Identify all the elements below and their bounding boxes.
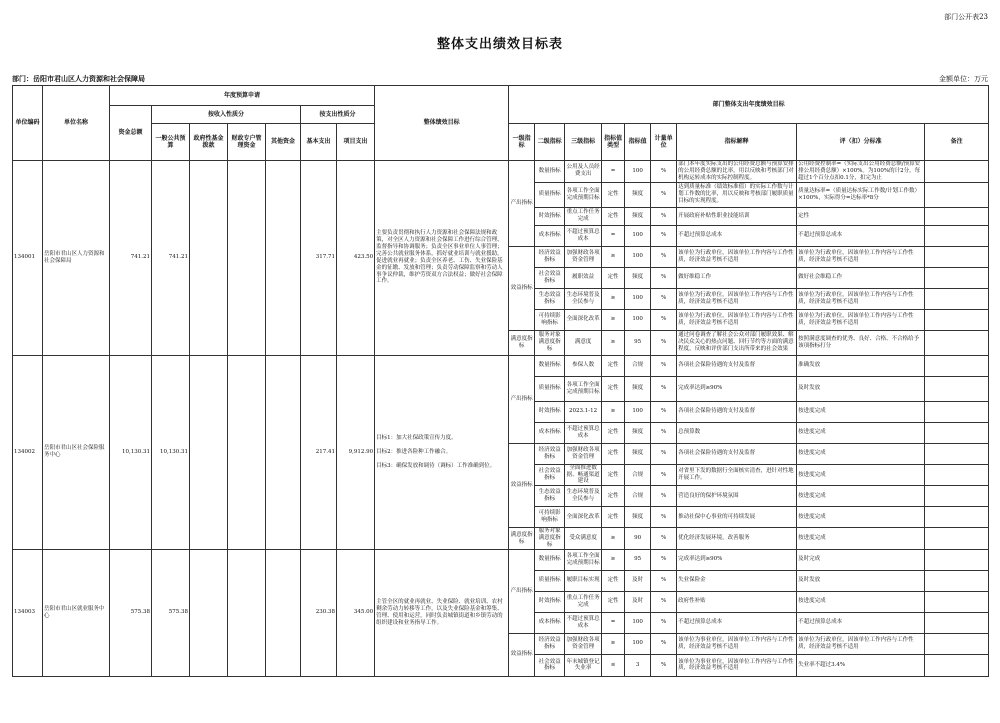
corner-label: 部门公开表23 bbox=[944, 13, 988, 21]
remark-cell bbox=[925, 507, 989, 528]
l2-indicator-cell: 经济效益指标 bbox=[535, 443, 565, 464]
value-cell: 95 bbox=[625, 330, 651, 355]
basic-expense-cell: 230.38 bbox=[301, 549, 337, 676]
remark-cell bbox=[925, 464, 989, 486]
th-explain: 指标解释 bbox=[677, 124, 797, 161]
unit-name-cell: 岳阳市君山区人力资源和社会保障局 bbox=[43, 161, 110, 356]
l2-indicator-cell: 时效指标 bbox=[535, 591, 565, 612]
value-cell: 合规 bbox=[625, 464, 651, 486]
l3-indicator-cell: 重点工作任务完成 bbox=[565, 591, 602, 612]
table-row bbox=[13, 549, 989, 570]
other-fund-cell bbox=[266, 161, 301, 356]
remark-cell bbox=[925, 207, 989, 225]
basic-expense-cell: 217.41 bbox=[301, 355, 337, 549]
explain-cell: 营造良好的保护环境氛围 bbox=[677, 486, 797, 507]
score-cell: 定性 bbox=[797, 207, 925, 225]
value-type-cell: = bbox=[602, 612, 625, 633]
l3-indicator-cell: 2023.1-12 bbox=[565, 401, 602, 422]
l2-indicator-cell: 服务对象满意度指标 bbox=[535, 330, 565, 355]
l3-indicator-cell: 履职效益 bbox=[565, 267, 602, 288]
measure-unit-cell: % bbox=[651, 464, 677, 486]
remark-cell bbox=[925, 486, 989, 507]
remark-cell bbox=[925, 401, 989, 422]
measure-unit-cell: % bbox=[651, 633, 677, 654]
unit-code-cell: 134001 bbox=[13, 161, 43, 356]
value-type-cell: 定性 bbox=[602, 570, 625, 591]
l2-indicator-cell: 可持续影响指标 bbox=[535, 507, 565, 528]
l3-indicator-cell: 生态环境普及全民参与 bbox=[565, 288, 602, 309]
l1-indicator-cell: 效益指标 bbox=[509, 443, 535, 528]
l2-indicator-cell: 质量指标 bbox=[535, 376, 565, 401]
l2-indicator-cell: 数量指标 bbox=[535, 161, 565, 183]
l3-indicator-cell: 各项工作全面完成预期目标 bbox=[565, 376, 602, 401]
l3-indicator-cell: 加强财政各项资金管理 bbox=[565, 633, 602, 654]
l2-indicator-cell: 成本指标 bbox=[535, 612, 565, 633]
remark-cell bbox=[925, 549, 989, 570]
th-basic: 基本支出 bbox=[301, 124, 337, 161]
other-fund-cell bbox=[266, 549, 301, 676]
th-gov-fund: 政府性基金拨款 bbox=[190, 124, 228, 161]
department-label: 部门：岳阳市君山区人力资源和社会保障局 bbox=[12, 74, 145, 83]
value-cell: 合规 bbox=[625, 355, 651, 376]
gov-fund-cell bbox=[190, 161, 228, 356]
value-type-cell: ≥ bbox=[602, 549, 625, 570]
th-other: 其他资金 bbox=[266, 124, 301, 161]
measure-unit-cell: % bbox=[651, 549, 677, 570]
value-cell: 100 bbox=[625, 246, 651, 267]
explain-cell: 不超过预算总成本 bbox=[677, 612, 797, 633]
value-cell: 100 bbox=[625, 225, 651, 246]
unit-name-cell: 岳阳市君山区就业服务中心 bbox=[43, 549, 110, 676]
measure-unit-cell: % bbox=[651, 288, 677, 309]
measure-unit-cell: % bbox=[651, 570, 677, 591]
explain-cell: 各项社会保险待遇的支付及监督 bbox=[677, 443, 797, 464]
special-fund-cell bbox=[228, 355, 266, 549]
measure-unit-cell: % bbox=[651, 182, 677, 207]
l3-indicator-cell: 不超过预算总成本 bbox=[565, 422, 602, 443]
score-cell: 做好社会维稳工作 bbox=[797, 267, 925, 288]
page-title: 整体支出绩效目标表 bbox=[436, 37, 563, 52]
score-cell: 及时发放 bbox=[797, 376, 925, 401]
th-l3: 三级指标 bbox=[565, 124, 602, 161]
value-cell: 及时 bbox=[625, 591, 651, 612]
value-cell: 频度 bbox=[625, 443, 651, 464]
score-cell: 按进度完成 bbox=[797, 422, 925, 443]
l3-indicator-cell: 履职目标实现 bbox=[565, 570, 602, 591]
value-cell: 100 bbox=[625, 612, 651, 633]
value-cell: 频度 bbox=[625, 507, 651, 528]
explain-cell: 该单位为行政单位，因该单位工作内容与工作性质，经济效益考核不适用 bbox=[677, 246, 797, 267]
score-cell: 按进度完成 bbox=[797, 528, 925, 550]
score-cell: 该单位为行政单位，因该单位工作内容与工作性质，经济效益考核不适用 bbox=[797, 309, 925, 330]
l3-indicator-cell: 全面推进数据、畅通渠道建设 bbox=[566, 464, 600, 485]
explain-cell: 推动社保中心事业的可持续发展 bbox=[677, 507, 797, 528]
l2-indicator-cell: 时效指标 bbox=[535, 401, 565, 422]
value-type-cell: = bbox=[602, 225, 625, 246]
explain-cell: 该单位为行政单位，因该单位工作内容与工作性质，经济效益考核不适用 bbox=[677, 309, 797, 330]
value-type-cell: 定性 bbox=[602, 355, 625, 376]
remark-cell bbox=[925, 309, 989, 330]
value-cell: 合规 bbox=[625, 486, 651, 507]
value-type-cell: 定性 bbox=[602, 422, 625, 443]
remark-cell bbox=[925, 633, 989, 654]
score-cell: 质量达标率=（质量达标实际工作数/计划工作数）×100%，实际得分=达标率*8分 bbox=[797, 182, 925, 207]
l3-indicator-cell: 公用及人员经费支出 bbox=[565, 161, 602, 183]
explain-cell: 优化经济发展环境，改善服务 bbox=[677, 528, 797, 550]
general-budget-cell: 575.38 bbox=[152, 549, 190, 676]
l1-indicator-cell: 产出指标 bbox=[509, 161, 535, 247]
value-cell: 频度 bbox=[625, 376, 651, 401]
score-cell: 按进度完成 bbox=[797, 507, 925, 528]
value-type-cell: 定性 bbox=[602, 443, 625, 464]
l2-indicator-cell: 社会效益指标 bbox=[535, 654, 565, 676]
measure-unit-cell: % bbox=[651, 486, 677, 507]
score-cell: 按照满意度调查的优秀、良好、合格、不合格给予该项指标打分 bbox=[797, 330, 925, 355]
l1-indicator-cell: 效益指标 bbox=[509, 246, 535, 330]
explain-cell: 完成率达到≥90% bbox=[677, 549, 797, 570]
remark-cell bbox=[925, 528, 989, 550]
value-type-cell: 定性 bbox=[602, 207, 625, 225]
project-expense-cell: 9,912.90 bbox=[337, 355, 375, 549]
l2-indicator-cell: 时效指标 bbox=[535, 207, 565, 225]
th-by-expense: 按支出性质分 bbox=[301, 106, 375, 124]
th-overall-goal: 整体绩效目标 bbox=[375, 86, 509, 161]
value-cell: 100 bbox=[625, 633, 651, 654]
total-cell: 575.38 bbox=[110, 549, 152, 676]
project-expense-cell: 345.00 bbox=[337, 549, 375, 676]
basic-expense-cell: 317.71 bbox=[301, 161, 337, 356]
explain-cell: 失业保险金 bbox=[677, 570, 797, 591]
l3-indicator-cell: 生态环境普及全民参与 bbox=[565, 486, 602, 507]
value-cell: 100 bbox=[625, 309, 651, 330]
remark-cell bbox=[925, 330, 989, 355]
th-measure: 计量单位 bbox=[651, 124, 677, 161]
l3-indicator-cell: 加强财政各项资金管理 bbox=[565, 246, 602, 267]
measure-unit-cell: % bbox=[651, 376, 677, 401]
explain-cell: 各项社会保险待遇的支付及监督 bbox=[677, 401, 797, 422]
value-cell: 100 bbox=[625, 401, 651, 422]
value-type-cell: 定性 bbox=[602, 591, 625, 612]
value-cell: 100 bbox=[625, 288, 651, 309]
l2-indicator-cell: 社会效益指标 bbox=[535, 464, 565, 486]
th-special: 财政专户管理资金 bbox=[228, 124, 266, 161]
l2-indicator-cell: 服务对象满意度指标 bbox=[535, 528, 565, 550]
total-cell: 741.21 bbox=[110, 161, 152, 356]
performance-table bbox=[12, 85, 989, 677]
remark-cell bbox=[925, 182, 989, 207]
l2-indicator-cell: 数量指标 bbox=[535, 549, 565, 570]
table-body bbox=[13, 161, 989, 677]
general-budget-cell: 741.21 bbox=[152, 161, 190, 356]
l3-indicator-cell: 全面深化改革 bbox=[565, 309, 602, 330]
value-type-cell: ≥ bbox=[602, 528, 625, 550]
score-cell: 及时完成 bbox=[797, 549, 925, 570]
remark-cell bbox=[925, 570, 989, 591]
value-cell: 频度 bbox=[625, 207, 651, 225]
measure-unit-cell: % bbox=[651, 225, 677, 246]
l3-indicator-cell: 不超过预算总成本 bbox=[565, 225, 602, 246]
explain-cell: 部门本年度实际支出的公用经费总额与预算安排的公用经费总额的比率，用以反映和考核部门对机构运转成本的实际控制程度。 bbox=[677, 161, 797, 183]
measure-unit-cell: % bbox=[651, 267, 677, 288]
th-general: 一般公共预算 bbox=[152, 124, 190, 161]
explain-cell: 该单位为事业单位，因该单位工作内容与工作性质，经济效益考核不适用 bbox=[677, 654, 797, 676]
value-type-cell: ≥ bbox=[602, 309, 625, 330]
th-l1: 一级指标 bbox=[509, 124, 535, 161]
measure-unit-cell: % bbox=[651, 330, 677, 355]
th-score: 评（扣）分标准 bbox=[797, 124, 925, 161]
explain-cell: 政府性补贴 bbox=[677, 591, 797, 612]
value-type-cell: ≥ bbox=[602, 633, 625, 654]
overall-goal-cell: 目标1：加大社保政策宣传力度。 目标2：推进各险种工作融合。 目标3：确保发放和调待（调标）工作准确到位。 bbox=[375, 355, 509, 549]
explain-cell: 完成率达到≥90% bbox=[677, 376, 797, 401]
l1-indicator-cell: 产出指标 bbox=[509, 549, 535, 633]
value-cell: 100 bbox=[625, 161, 651, 183]
value-cell: 频度 bbox=[625, 267, 651, 288]
score-cell: 按进度完成 bbox=[797, 443, 925, 464]
remark-cell bbox=[925, 654, 989, 676]
remark-cell bbox=[925, 376, 989, 401]
value-type-cell: 定性 bbox=[602, 267, 625, 288]
other-fund-cell bbox=[266, 355, 301, 549]
remark-cell bbox=[925, 443, 989, 464]
l3-indicator-cell: 全面深化改革 bbox=[565, 507, 602, 528]
th-unit-name: 单位名称 bbox=[43, 86, 110, 161]
score-cell: 按进度完成 bbox=[797, 591, 925, 612]
general-budget-cell: 10,130.31 bbox=[152, 355, 190, 549]
value-type-cell: = bbox=[602, 161, 625, 183]
value-type-cell: 定性 bbox=[602, 464, 625, 486]
measure-unit-cell: % bbox=[651, 507, 677, 528]
th-remark: 备注 bbox=[925, 124, 989, 161]
score-cell: 及时发放 bbox=[797, 570, 925, 591]
remark-cell bbox=[925, 225, 989, 246]
total-cell: 10,130.31 bbox=[110, 355, 152, 549]
l3-indicator-cell: 各项工作全面完成预期目标 bbox=[565, 182, 602, 207]
gov-fund-cell bbox=[190, 355, 228, 549]
unit-name-cell: 岳阳市君山区社会保险服务中心 bbox=[43, 355, 110, 549]
score-cell: 该单位为行政单位，因该单位工作内容与工作性质，经济效益考核不适用 bbox=[797, 633, 925, 654]
l2-indicator-cell: 社会效益指标 bbox=[535, 267, 565, 288]
value-cell: 3 bbox=[625, 654, 651, 676]
unit-code-cell: 134002 bbox=[13, 355, 43, 549]
th-dept-goal: 部门整体支出年度绩效目标 bbox=[509, 86, 989, 124]
project-expense-cell: 423.50 bbox=[337, 161, 375, 356]
th-annual-budget: 年度预算申请 bbox=[110, 86, 375, 106]
l3-indicator-cell: 参保人数 bbox=[565, 355, 602, 376]
measure-unit-cell: % bbox=[651, 591, 677, 612]
l2-indicator-cell: 质量指标 bbox=[535, 182, 565, 207]
remark-cell bbox=[925, 422, 989, 443]
overall-goal-cell: 主管全区的就业再就业、失业保险、就业培训、农村剩余劳动力转移等工作，以及失业保险基金和筹集、管理、使用和运营，同时负责城镇街道和乡镇劳动的组织建设和业务指导工作。 bbox=[375, 549, 509, 676]
score-cell: 该单位为行政单位，因该单位工作内容与工作性质，经济效益考核不适用 bbox=[797, 288, 925, 309]
measure-unit-cell: % bbox=[651, 207, 677, 225]
measure-unit-cell: % bbox=[651, 654, 677, 676]
l3-indicator-cell: 受众满意度 bbox=[565, 528, 602, 550]
remark-cell bbox=[925, 267, 989, 288]
th-unit-code: 单位编码 bbox=[13, 86, 43, 161]
l1-indicator-cell: 效益指标 bbox=[509, 633, 535, 676]
value-type-cell: ≥ bbox=[602, 288, 625, 309]
measure-unit-cell: % bbox=[651, 309, 677, 330]
l2-indicator-cell: 经济效益指标 bbox=[535, 633, 565, 654]
l1-indicator-cell: 满意度指标 bbox=[509, 330, 535, 355]
value-type-cell: ≥ bbox=[602, 401, 625, 422]
measure-unit-cell: % bbox=[651, 401, 677, 422]
remark-cell bbox=[925, 246, 989, 267]
measure-unit-cell: % bbox=[651, 422, 677, 443]
l3-indicator-cell: 重点工作任务完成 bbox=[565, 207, 602, 225]
th-total: 资金总额 bbox=[110, 106, 152, 161]
l3-indicator-cell: 不超过预算总成本 bbox=[565, 612, 602, 633]
l2-indicator-cell: 生态效益指标 bbox=[535, 288, 565, 309]
score-cell: 该单位为行政单位，因该单位工作内容与工作性质，经济效益考核不适用 bbox=[797, 246, 925, 267]
remark-cell bbox=[925, 591, 989, 612]
value-type-cell: ≥ bbox=[602, 246, 625, 267]
score-cell: 公用经费控制率=（实际支出公用经费总额/预算安排公用经费总额）×100%。为100%的计2分，每超过1个百分点扣0.1分，扣完为止 bbox=[797, 161, 925, 183]
score-cell: 准确发放 bbox=[797, 355, 925, 376]
l2-indicator-cell: 成本指标 bbox=[535, 225, 565, 246]
l3-indicator-cell: 年末城镇登记失业率 bbox=[565, 654, 602, 676]
value-cell: 频度 bbox=[625, 182, 651, 207]
score-cell: 不超过预算总成本 bbox=[797, 225, 925, 246]
explain-cell: 对省里下发的数据行全面核实清查，进针对性地开展工作。 bbox=[677, 464, 797, 486]
explain-cell: 开展政府补贴性职业技能培训 bbox=[677, 207, 797, 225]
measure-unit-cell: % bbox=[651, 355, 677, 376]
l1-indicator-cell: 产出指标 bbox=[509, 355, 535, 443]
score-cell: 失业率不超过3.4% bbox=[797, 654, 925, 676]
remark-cell bbox=[925, 355, 989, 376]
l3-indicator-cell: 加强财政各项资金管理 bbox=[565, 443, 602, 464]
value-cell: 及时 bbox=[625, 570, 651, 591]
table-row bbox=[13, 161, 989, 183]
remark-cell bbox=[925, 288, 989, 309]
value-cell: 90 bbox=[625, 528, 651, 550]
l3-indicator-cell: 满意度 bbox=[565, 330, 602, 355]
explain-cell: 通过问卷调查了解社会公众对部门履职效果、解决民众关心的热点问题、回行节约等方面的满意程度，反映和评价部门支出所带来的社会效果 bbox=[677, 330, 797, 355]
measure-unit-cell: % bbox=[651, 161, 677, 183]
explain-cell: 做好维稳工作 bbox=[677, 267, 797, 288]
th-val-type: 指标值类型 bbox=[602, 124, 625, 161]
l2-indicator-cell: 数量指标 bbox=[535, 355, 565, 376]
l2-indicator-cell: 生态效益指标 bbox=[535, 486, 565, 507]
table-row bbox=[13, 355, 989, 376]
value-type-cell: ≥ bbox=[602, 330, 625, 355]
value-cell: 95 bbox=[625, 549, 651, 570]
explain-cell: 总预算数 bbox=[677, 422, 797, 443]
special-fund-cell bbox=[228, 161, 266, 356]
th-val: 指标值 bbox=[625, 124, 651, 161]
value-type-cell: 定性 bbox=[602, 486, 625, 507]
overall-goal-cell: 主要负责贯彻和执行人力资源和社会保障法规和政策，对全区人力资源和社会保障工作进行综合管理、监督指导和协调服务；负责全区事业单位人事管理；完善公共就业服务体系，抓好就业培训与就业援助，促进就业再就业；负责全区养老、工伤、失业保险基金的征缴、发放和管理；负责劳动保障监察和劳动人事争议仲裁，维护劳资双方合法权益；做好社会保障工作。 bbox=[375, 161, 509, 356]
score-cell: 按进度完成 bbox=[797, 401, 925, 422]
explain-cell: 该单位为事业单位，因该单位工作内容与工作性质，经济效益考核不适用 bbox=[677, 633, 797, 654]
unit-code-cell: 134003 bbox=[13, 549, 43, 676]
measure-unit-cell: % bbox=[651, 612, 677, 633]
remark-cell bbox=[925, 161, 989, 183]
l2-indicator-cell: 可持续影响指标 bbox=[535, 309, 565, 330]
value-type-cell: 定性 bbox=[602, 507, 625, 528]
l3-indicator-cell: 各项工作全面完成预期目标 bbox=[565, 549, 602, 570]
special-fund-cell bbox=[228, 549, 266, 676]
amount-unit-label: 金额单位：万元 bbox=[939, 75, 988, 83]
l2-indicator-cell: 质量指标 bbox=[535, 570, 565, 591]
explain-cell: 各项社会保险待遇的支付及监督 bbox=[677, 355, 797, 376]
measure-unit-cell: % bbox=[651, 528, 677, 550]
measure-unit-cell: % bbox=[651, 443, 677, 464]
measure-unit-cell: % bbox=[651, 246, 677, 267]
th-by-source: 按收入性质分 bbox=[152, 106, 301, 124]
l2-indicator-cell: 经济效益指标 bbox=[535, 246, 565, 267]
explain-cell: 不超过预算总成本 bbox=[677, 225, 797, 246]
score-cell: 按进度完成 bbox=[797, 464, 925, 486]
value-type-cell: 定性 bbox=[602, 182, 625, 207]
l1-indicator-cell: 满意度指标 bbox=[509, 528, 535, 550]
value-type-cell: 定性 bbox=[602, 376, 625, 401]
gov-fund-cell bbox=[190, 549, 228, 676]
explain-cell: 达到质量标准（绩效标准值）的实际工作数与计划工作数的比率，用以反映和考核部门履职质量目标的实现程度。 bbox=[677, 182, 797, 207]
th-project: 项目支出 bbox=[337, 124, 375, 161]
score-cell: 按进度完成 bbox=[797, 486, 925, 507]
value-cell: 频度 bbox=[625, 422, 651, 443]
explain-cell: 该单位为行政单位，因该单位工作内容与工作性质，经济效益考核不适用 bbox=[677, 288, 797, 309]
score-cell: 不超过预算总成本 bbox=[797, 612, 925, 633]
remark-cell bbox=[925, 612, 989, 633]
th-l2: 二级指标 bbox=[535, 124, 565, 161]
value-type-cell: ≤ bbox=[602, 654, 625, 676]
l2-indicator-cell: 成本指标 bbox=[535, 422, 565, 443]
